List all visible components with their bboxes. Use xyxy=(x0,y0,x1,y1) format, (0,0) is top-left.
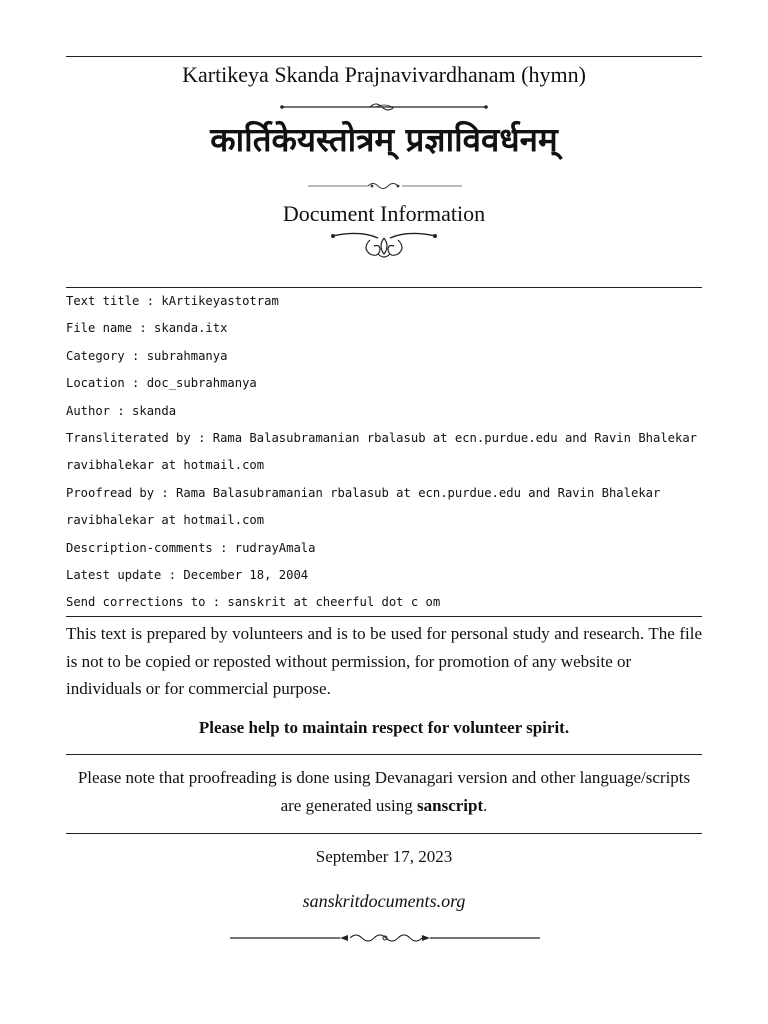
category-line: Category : subrahmanya xyxy=(66,348,228,363)
document-date: September 17, 2023 xyxy=(315,847,453,866)
respect-message: Please help to maintain respect for volunteer spirit. xyxy=(198,718,570,737)
section-heading: Document Information xyxy=(282,201,486,226)
text-title-line: Text title : kArtikeyastotram xyxy=(66,294,279,308)
metadata-bottom-rule xyxy=(66,616,702,617)
site-name: sanskritdocuments.org xyxy=(302,891,466,911)
proofreading-note xyxy=(66,764,702,819)
author-line: Author : skanda xyxy=(66,403,177,418)
divider-ornament-icon xyxy=(308,180,462,192)
notice-text-last: individuals or for commercial purpose. xyxy=(66,679,331,698)
corrections-line: Send corrections to : sanskrit at cheerful dot c om xyxy=(66,595,441,610)
proofread-line: Proofread by : Rama Balasubramanian rbalasub at ecn.purdue.edu and Ravin Bhalekar xyxy=(66,485,661,500)
proofreading-note-end: . xyxy=(483,795,488,815)
fleuron-ornament-icon xyxy=(330,226,438,262)
proofread-line-cont: ravibhalekar at hotmail.com xyxy=(66,513,265,528)
footer-rule xyxy=(66,833,702,834)
notice-text: This text is prepared by volunteers and is to be used for personal study and research. The file is not to be copied or reposted without permission, for promotion of any website or xyxy=(66,624,702,671)
top-rule xyxy=(66,56,702,57)
latest-update-line: Latest update : December 18, 2004 xyxy=(66,567,309,582)
sanskrit-title: कार्तिकेयस्तोत्रम् प्रज्ञाविवर्धनम् xyxy=(210,120,558,159)
sanscript-label: sanscript xyxy=(417,795,484,815)
transliterated-line: Transliterated by : Rama Balasubramanian rbalasub at ecn.purdue.edu and Ravin Bhalekar xyxy=(66,430,698,445)
proofreading-note-text: Please note that proofreading is done using Devanagari version and other language/scripts are generated using xyxy=(77,768,691,815)
volunteer-notice xyxy=(66,620,702,703)
english-title: Kartikeya Skanda Prajnavivardhanam (hymn) xyxy=(182,62,586,87)
title-ornament-icon xyxy=(280,100,488,114)
location-line: Location : doc_subrahmanya xyxy=(66,376,257,391)
footer-ornament-icon xyxy=(228,930,542,946)
transliterated-line-cont: ravibhalekar at hotmail.com xyxy=(66,458,265,473)
notice-rule xyxy=(66,754,702,755)
metadata-block xyxy=(66,290,706,619)
metadata-top-rule xyxy=(66,287,702,288)
file-name-line: File name : skanda.itx xyxy=(66,321,228,336)
description-line: Description-comments : rudrayAmala xyxy=(66,540,316,555)
